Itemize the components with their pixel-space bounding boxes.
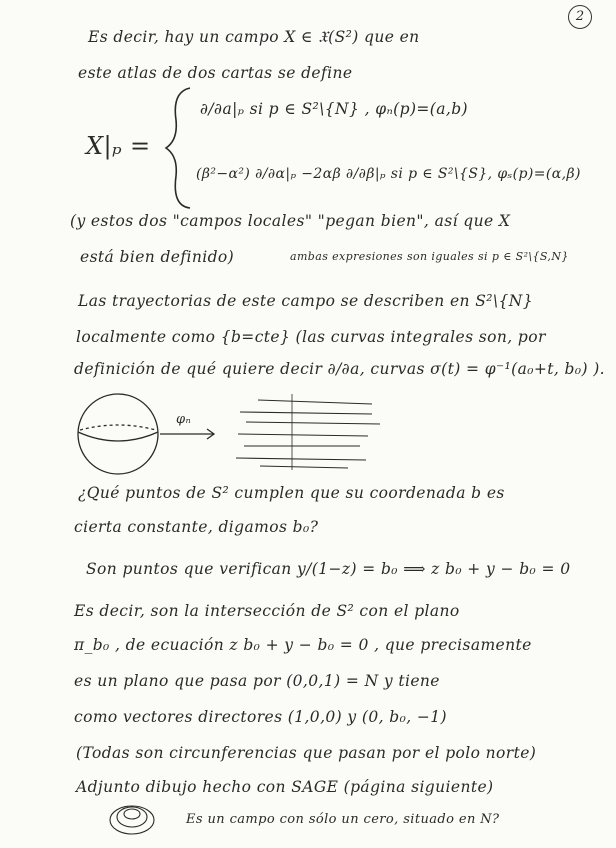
- text-line-16: Es un campo con sólo un cero, situado en N?: [186, 812, 500, 827]
- text-line-10: Es decir, son la intersección de S² con el plano: [74, 602, 460, 620]
- text-line-13: como vectores directores (1,0,0) y (0, b₀, −1): [74, 708, 447, 726]
- text-line-3b: está bien definido): [80, 248, 235, 266]
- sphere-sketch: [78, 394, 158, 474]
- text-line-3a: (y estos dos "campos locales" "pegan bien", así que X: [70, 212, 511, 230]
- text-line-5: localmente como {b=cte} (las curvas integrales son, por: [76, 328, 546, 346]
- text-line-1: Es decir, hay un campo X ∈ 𝔛(S²) que en: [88, 28, 420, 46]
- page-number-badge: [568, 5, 592, 29]
- text-line-7: ¿Qué puntos de S² cumplen que su coordenada b es: [78, 484, 505, 502]
- text-line-9: Son puntos que verifican y/(1−z) = b₀ ⟹ z b₀ + y − b₀ = 0: [86, 560, 571, 578]
- case-north-chart: (β²−α²) ∂/∂α|ₚ −2αβ ∂/∂β|ₚ si p ∈ S²\{S}, φₛ(p)=(α,β): [196, 166, 581, 182]
- text-line-8: cierta constante, digamos b₀?: [74, 518, 319, 536]
- page-number: 2: [575, 9, 585, 24]
- text-line-11: π_b₀ , de ecuación z b₀ + y − b₀ = 0 , que precisamente: [74, 636, 532, 654]
- case-south-chart: ∂/∂a|ₚ si p ∈ S²\{N} , φₙ(p)=(a,b): [200, 100, 468, 118]
- text-line-14: (Todas son circunferencias que pasan por el polo norte): [76, 744, 537, 762]
- text-line-15: Adjunto dibujo hecho con SAGE (página siguiente): [76, 778, 494, 796]
- text-line-3c: ambas expresiones son iguales si p ∈ S²\{S,N}: [290, 250, 569, 263]
- text-line-6: definición de qué quiere decir ∂/∂a, curvas σ(t) = φ⁻¹(a₀+t, b₀) ).: [74, 360, 605, 378]
- map-label: φₙ: [176, 412, 192, 427]
- text-line-12: es un plano que pasa por (0,0,1) = N y tiene: [74, 672, 440, 690]
- map-arrow: [160, 429, 214, 439]
- text-line-2: este atlas de dos cartas se define: [78, 64, 353, 82]
- vector-field-lhs: X|ₚ =: [86, 132, 151, 160]
- horizontal-lines-sketch: [236, 394, 380, 470]
- text-line-4: Las trayectorias de este campo se describen en S²\{N}: [78, 292, 534, 310]
